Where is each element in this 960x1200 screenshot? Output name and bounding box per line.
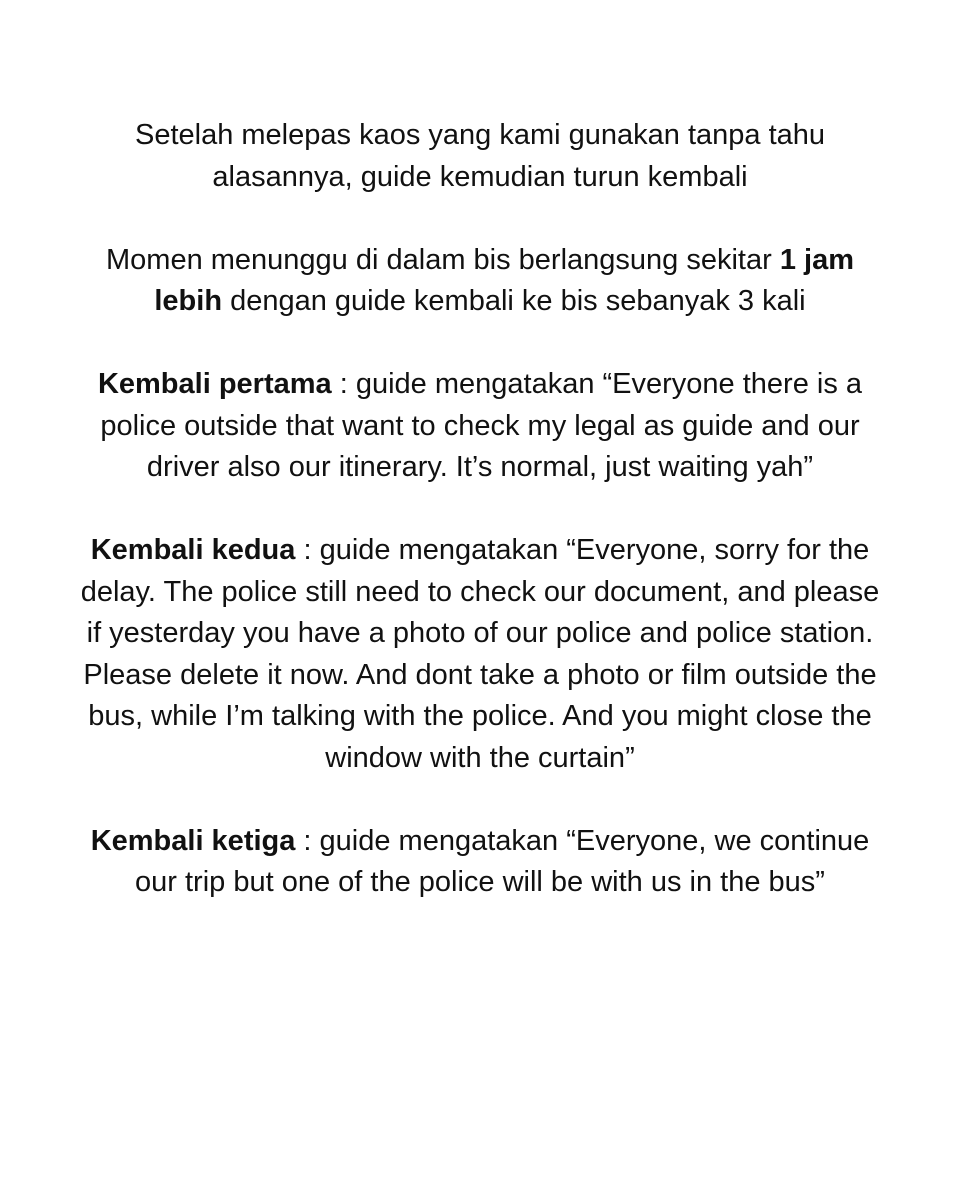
- third-return-quote: : guide mengatakan “Everyone, we continue our trip but one of the police will be with us in the bus”: [135, 824, 870, 898]
- waiting-text-start: Momen menunggu di dalam bis berlangsung sekitar: [106, 243, 780, 276]
- first-return-paragraph: [70, 364, 890, 489]
- first-return-quote: : guide mengatakan “Everyone there is a police outside that want to check my legal as guide and our driver also our itinerary. It’s normal, just waiting yah”: [100, 368, 863, 483]
- third-return-paragraph: [70, 821, 890, 904]
- second-return-quote: : guide mengatakan “Everyone, sorry for the delay. The police still need to check our document, and please if yesterday you have a photo of our police and police station. Please delete it now. And dont take a photo or film outside the bus, while I’m talking with the police. And you might close the window with the curtain”: [80, 534, 880, 774]
- waiting-text-end: dengan guide kembali ke bis sebanyak 3 kali: [222, 285, 806, 317]
- waiting-paragraph: [70, 240, 890, 323]
- document-body: [70, 115, 890, 904]
- third-return-label: Kembali ketiga: [90, 824, 296, 857]
- intro-paragraph: Setelah melepas kaos yang kami gunakan tanpa tahu alasannya, guide kemudian turun kembali: [134, 119, 826, 193]
- first-return-label: Kembali pertama: [97, 368, 332, 400]
- second-return-paragraph: [70, 530, 890, 779]
- waiting-duration-bold: 1 jam lebih: [154, 243, 854, 317]
- second-return-label: Kembali kedua: [90, 534, 296, 566]
